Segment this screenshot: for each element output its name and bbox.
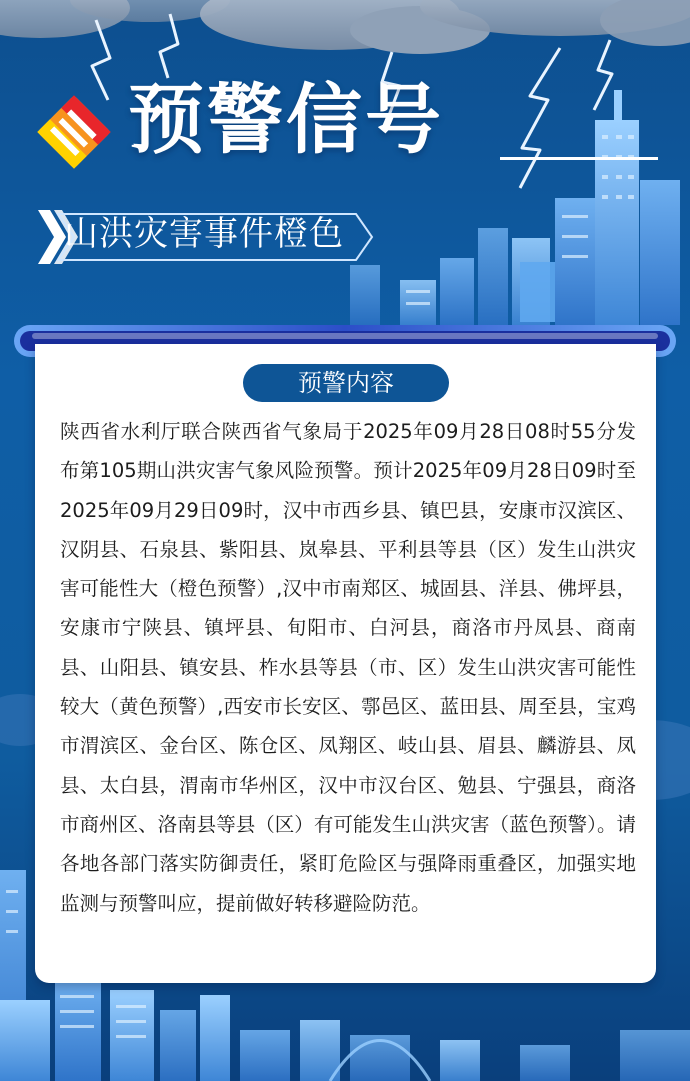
page-subtitle: 山洪灾害事件橙色 <box>64 214 344 254</box>
warning-content-card <box>35 344 656 983</box>
page-title: 预警信号 <box>128 75 444 164</box>
water-conservancy-logo <box>34 92 114 172</box>
section-label: 预警内容 <box>243 364 449 402</box>
title-underline <box>500 157 658 160</box>
storm-cloud-icon <box>0 0 690 54</box>
warning-body-text: 陕西省水利厅联合陕西省气象局于2025年09月28日08时55分发布第105期山洪灾害气象风险预警。预计2025年09月28日09时至2025年09月29日09时，汉中市西乡县、镇巴县，安康市汉滨区、汉阴县、石泉县、紫阳县、岚皋县、平利县等县（区）发生山洪灾害可能性大（橙色预警）,汉中市南郑区、城固县、洋县、佛坪县，安康市宁陕县、镇坪县、旬阳市、白河县，商洛市丹凤县、商南县、山阳县、镇安县、柞水县等县（市、区）发生山洪灾害可能性较大（黄色预警）,西安市长安区、鄠邑区、蓝田县、周至县，宝鸡市渭滨区、金台区、陈仓区、凤翔区、岐山县、眉县、麟游县、凤县、太白县，渭南市华州区，汉中市汉台区、勉县、宁强县，商洛市商州区、洛南县等县（区）有可能发生山洪灾害（蓝色预警）。请各地各部门落实防御责任，紧盯危险区与强降雨重叠区，加强实地监测与预警叫应，提前做好转移避险防范。 <box>60 420 636 915</box>
